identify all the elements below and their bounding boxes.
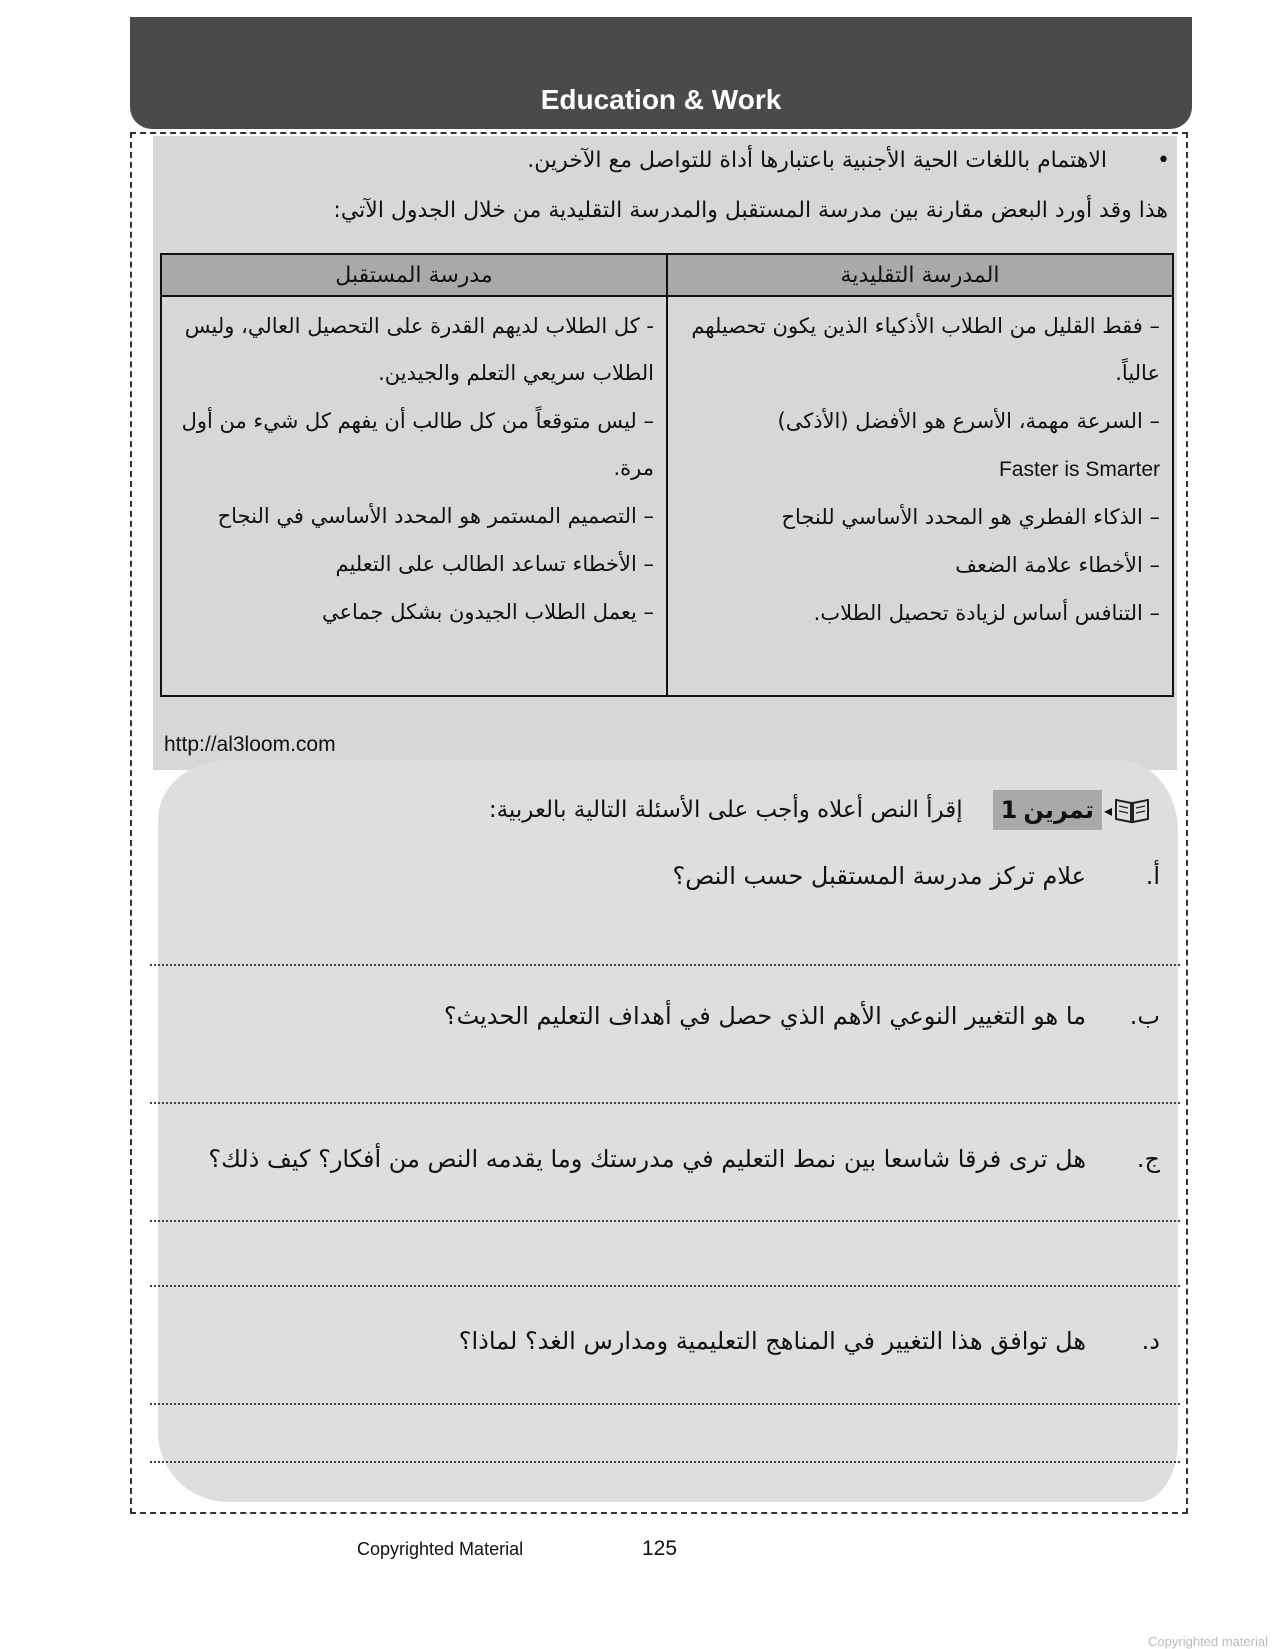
exercise-number: 1 [1000,796,1018,824]
traditional-item: – الذكاء الفطري هو المحدد الأساسي للنجاح [781,505,1160,529]
traditional-item: – السرعة مهمة، الأسرع هو الأفضل (الأذكى) [777,409,1160,433]
traditional-item: – فقط القليل من الطلاب الأذكياء الذين يكون تحصيلهم عالياً. [691,314,1160,385]
answer-line[interactable] [150,1220,1180,1222]
traditional-column [667,296,1173,696]
answer-line[interactable] [150,1285,1180,1287]
traditional-item: Faster is Smarter [998,458,1160,481]
header-future: مدرسة المستقبل [161,254,667,296]
question-number: ج. [1136,1145,1160,1173]
future-item: - كل الطلاب لديهم القدرة على التحصيل العالي، وليس الطلاب سريعي التعلم والجيدين. [184,314,654,385]
bullet-dot: • [1157,148,1170,173]
watermark: Copyrighted material [1148,1634,1268,1649]
exercise-label: تمرين [1023,796,1094,824]
question-c [208,1145,1160,1173]
exercise-heading [489,790,1150,830]
question-text: علام تركز مدرسة المستقبل حسب النص؟ [672,862,1086,890]
question-number: أ. [1145,862,1160,890]
future-item: – ليس متوقعاً من كل طالب أن يفهم كل شيء من أول مرة. [181,409,654,480]
answer-line[interactable] [150,1102,1180,1104]
question-a [673,862,1161,890]
question-text: هل ترى فرقا شاسعا بين نمط التعليم في مدرستك وما يقدمه النص من أفكار؟ كيف ذلك؟ [208,1145,1086,1173]
copyright-note: Copyrighted Material [357,1539,524,1559]
question-number: د. [1141,1327,1160,1355]
answer-line[interactable] [150,1461,1180,1463]
traditional-item: – التنافس أساس لزيادة تحصيل الطلاب. [813,601,1160,625]
future-item: – الأخطاء تساعد الطالب على التعليم [335,552,654,576]
page-number: 125 [642,1537,678,1560]
question-text: هل توافق هذا التغيير في المناهج التعليمية ومدارس الغد؟ لماذا؟ [458,1327,1086,1355]
arrow-icon: ◂ [1103,800,1112,820]
header-traditional: المدرسة التقليدية [667,254,1173,296]
exercise-badge [993,790,1102,830]
answer-line[interactable] [150,1403,1180,1405]
future-item: – يعمل الطلاب الجيدون بشكل جماعي [321,600,654,624]
bullet-item [527,148,1170,173]
question-b [444,1002,1160,1030]
traditional-item: – الأخطاء علامة الضعف [955,553,1160,577]
page-title: Education & Work [540,84,782,115]
intro-text: هذا وقد أورد البعض مقارنة بين مدرسة المستقبل والمدرسة التقليدية من خلال الجدول الآتي: [333,198,1168,223]
bullet-text: الاهتمام باللغات الحية الأجنبية باعتبارها أداة للتواصل مع الآخرين. [527,148,1108,173]
book-icon [1114,796,1150,824]
comparison-table [160,253,1174,697]
exercise-instruction: إقرأ النص أعلاه وأجب على الأسئلة التالية بالعربية: [488,797,963,823]
question-number: ب. [1129,1002,1160,1030]
source-url: http://al3loom.com [164,733,336,756]
question-text: ما هو التغيير النوعي الأهم الذي حصل في أهداف التعليم الحديث؟ [443,1002,1086,1030]
future-column [161,296,667,696]
question-d [459,1327,1160,1355]
answer-line[interactable] [150,964,1180,966]
future-item: – التصميم المستمر هو المحدد الأساسي في النجاح [217,504,654,528]
